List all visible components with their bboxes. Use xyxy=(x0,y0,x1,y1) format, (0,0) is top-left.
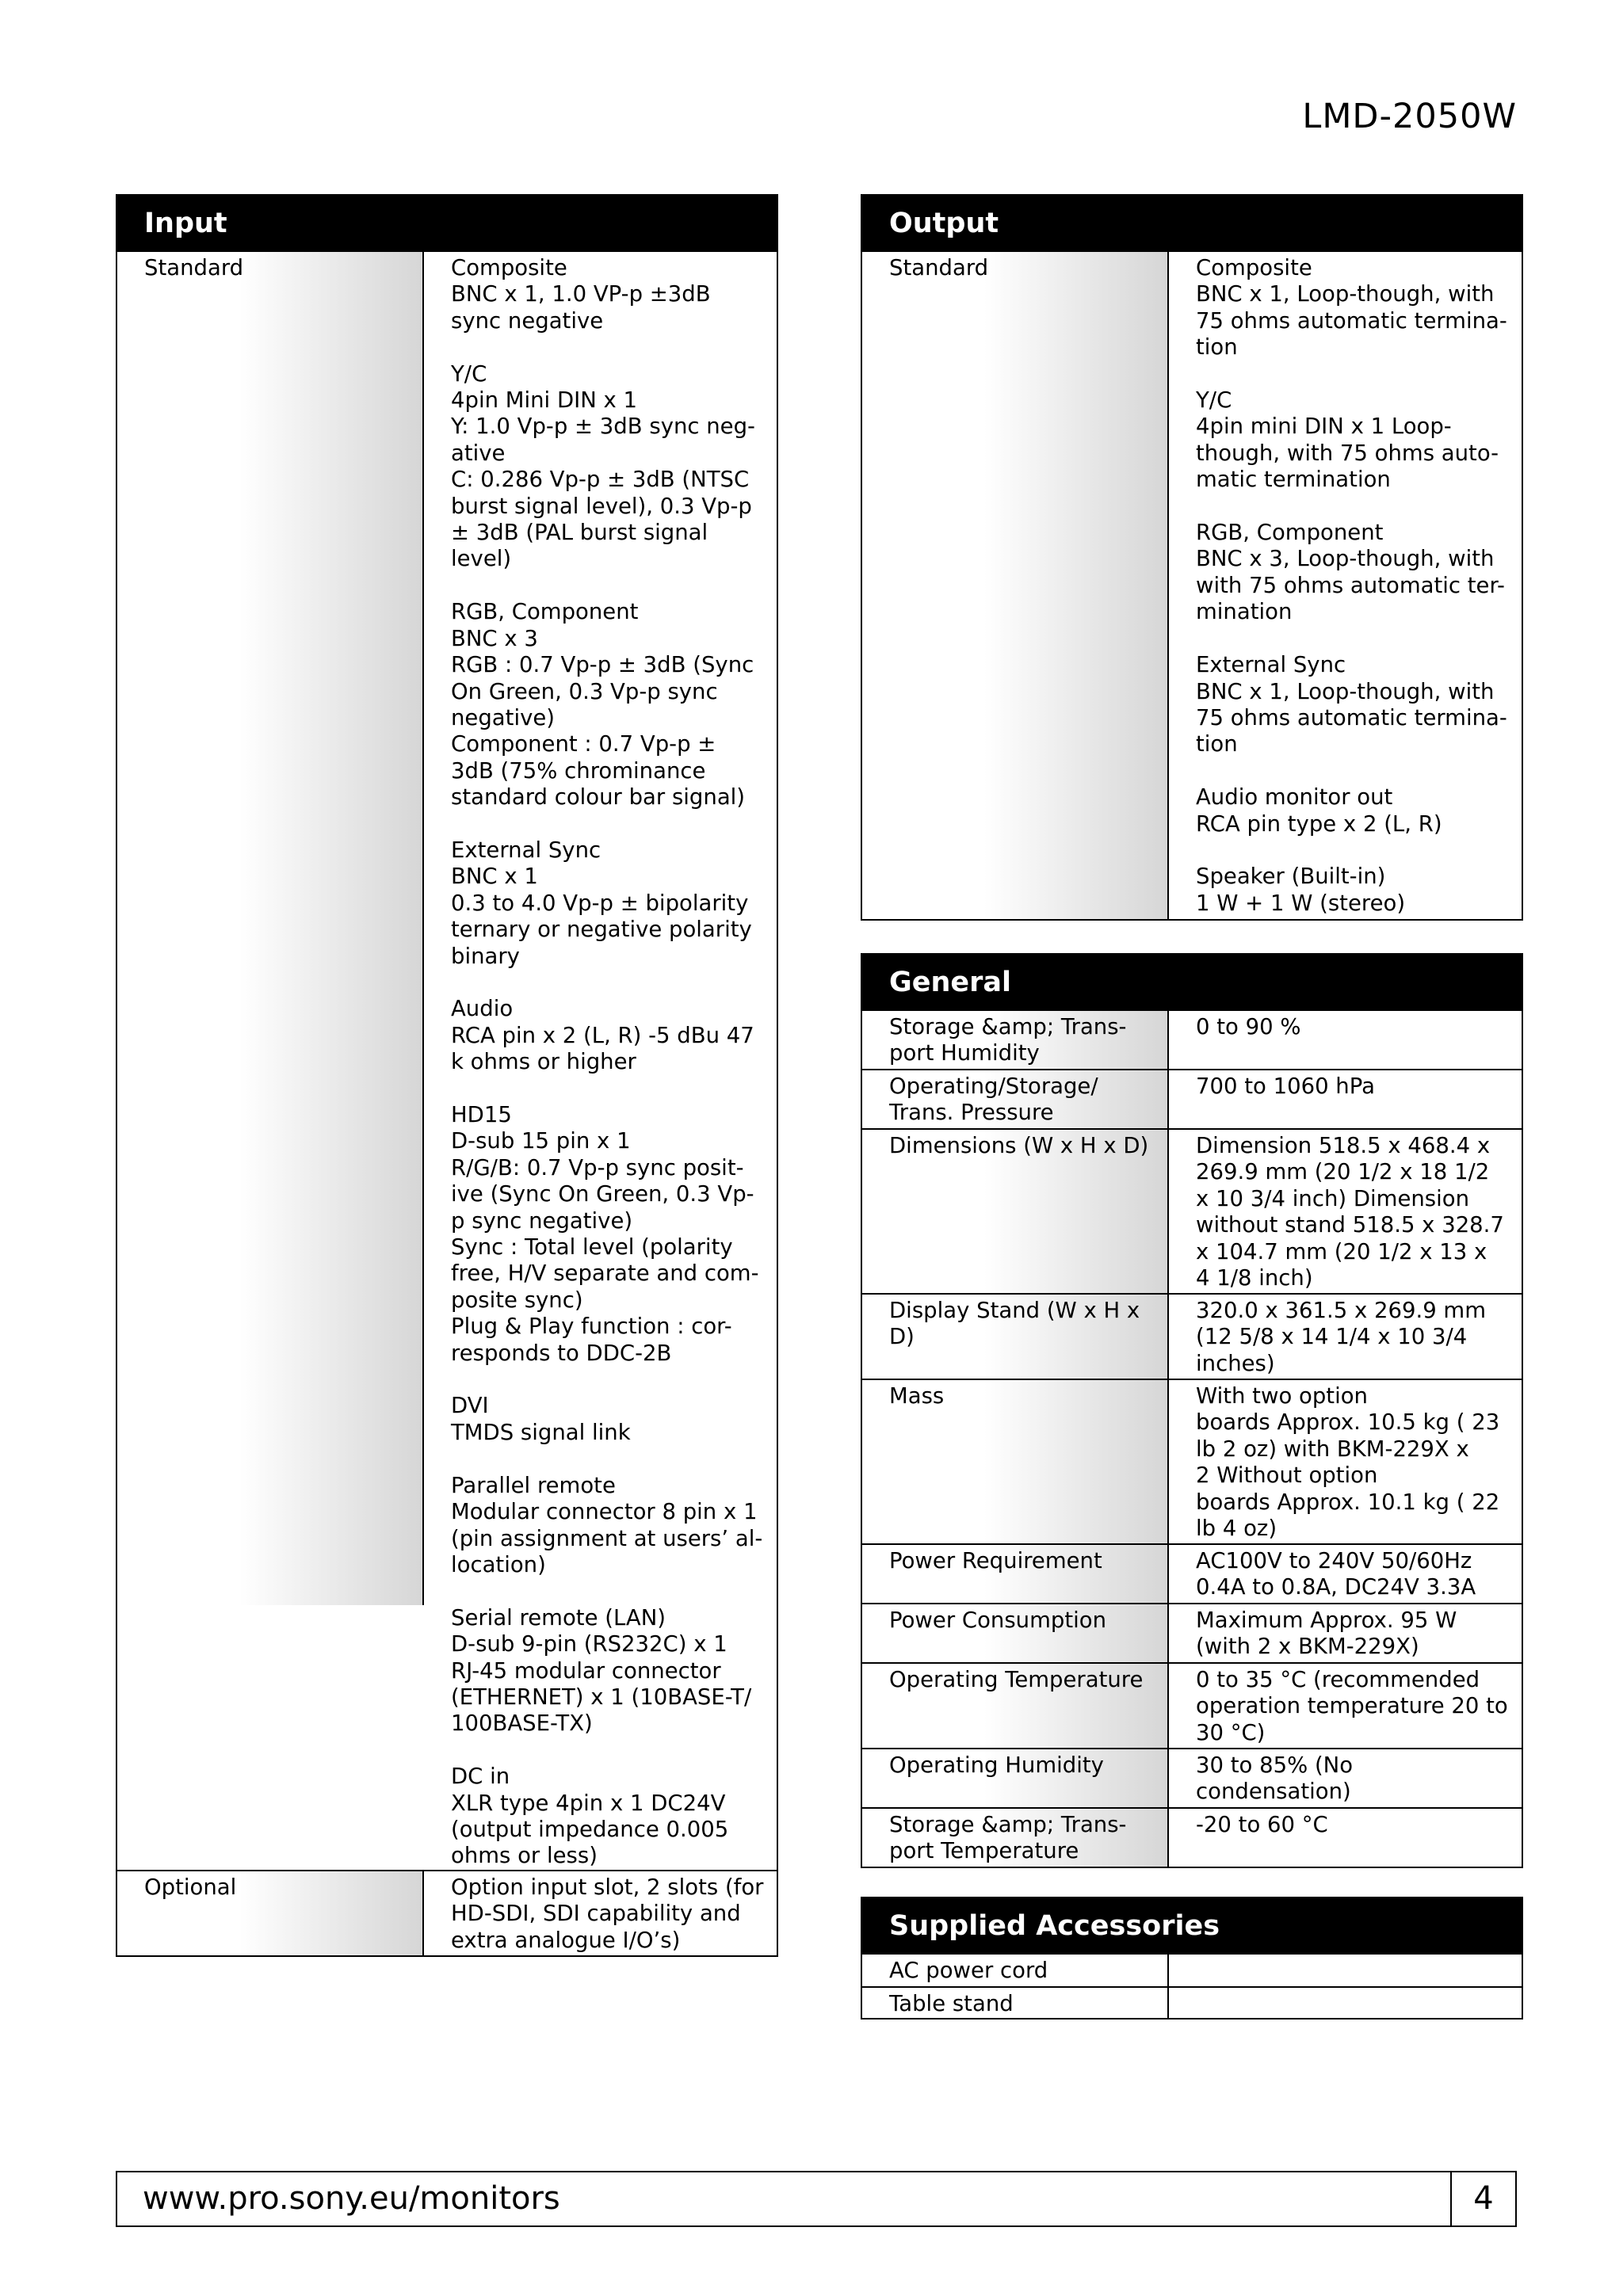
general-spec-table xyxy=(861,953,1523,1868)
table-row xyxy=(862,1807,1522,1867)
table-row xyxy=(862,1011,1522,1069)
input-spec-table xyxy=(116,194,778,1957)
row-label: Standard xyxy=(117,252,424,1605)
table-row xyxy=(862,252,1522,919)
row-label: Dimensions (W x H x D) xyxy=(862,1130,1169,1293)
row-value: Maximum Approx. 95 W (with 2 x BKM-229X) xyxy=(1196,1608,1457,1660)
row-value: 0 to 35 °C (recommended operation temperature 20 to 30 °C) xyxy=(1196,1667,1508,1745)
input-section-header: Input xyxy=(117,196,777,252)
row-label: Storage &amp; Trans- port Temperature xyxy=(862,1809,1169,1867)
row-value: Composite BNC x 1, Loop-though, with 75 ohms automatic termina- tion Y/C 4pin mini DIN x 1 Loop- though, with 75 ohms auto- matic termination RGB, Component BNC x 3, Loop-though, with with 75 ohms automatic ter- mination External Sync BNC x 1, Loop-though, with 75 ohms automatic termina- tion Audio monitor out RCA pin type x 2 (L, R) Speaker (Built-in) 1 W + 1 W (stereo) xyxy=(1196,255,1507,916)
page-footer xyxy=(116,2171,1517,2227)
table-row xyxy=(862,1748,1522,1807)
accessories-section-header: Supplied Accessories xyxy=(862,1898,1522,1955)
table-row xyxy=(862,1603,1522,1662)
row-label: Table stand xyxy=(862,1988,1169,2018)
row-value: -20 to 60 °C xyxy=(1196,1812,1328,1837)
row-label: Standard xyxy=(862,252,1169,919)
row-value xyxy=(1169,1955,1522,1986)
table-row xyxy=(862,1069,1522,1128)
row-label: Display Stand (W x H x D) xyxy=(862,1295,1169,1379)
row-value: 0 to 90 % xyxy=(1196,1014,1301,1039)
row-value: 700 to 1060 hPa xyxy=(1196,1074,1375,1099)
output-section-header: Output xyxy=(862,196,1522,252)
row-value: 320.0 x 361.5 x 269.9 mm (12 5/8 x 14 1/4 x 10 3/4 inches) xyxy=(1196,1298,1487,1376)
accessories-spec-table xyxy=(861,1897,1523,2019)
row-value: Composite BNC x 1, 1.0 VP-p ±3dB sync negative Y/C 4pin Mini DIN x 1 Y: 1.0 Vp-p ± 3dB sync neg- ative C: 0.286 Vp-p ± 3dB (NTSC burst signal level), 0.3 Vp-p ± 3dB (PAL burst signal level) RGB, Component BNC x 3 RGB : 0.7 Vp-p ± 3dB (Sync On Green, 0.3 Vp-p sync negative) Component : 0.7 Vp-p ± 3dB (75% chrominance standard colour bar signal) External Sync BNC x 1 0.3 to 4.0 Vp-p ± bipolarity ternary or negative polarity binary Audio RCA pin x 2 (L, R) -5 dBu 47 k ohms or higher HD15 D-sub 15 pin x 1 R/G/B: 0.7 Vp-p sync posit- ive (Sync On Green, 0.3 Vp- p sync negative) Sync : Total level (polarity free, H/V separate and com- posite sync) Plug & Play function : cor- responds to DDC-2B DVI TMDS signal link Parallel remote Modular connector 8 pin x 1 (pin assignment at users’ al- location) Serial remote (LAN) D-sub 9-pin (RS232C) x 1 RJ-45 modular connector (ETHERNET) x 1 (10BASE-T/ 100BASE-TX) DC in XLR type 4pin x 1 DC24V (output impedance 0.005 ohms or less) xyxy=(451,255,763,1869)
row-value: Dimension 518.5 x 468.4 x 269.9 mm (20 1/2 x 18 1/2 x 10 3/4 inch) Dimension without stand 518.5 x 328.7 x 104.7 mm (20 1/2 x 13 x 4 1/8 inch) xyxy=(1196,1133,1504,1291)
footer-url-link[interactable]: www.pro.sony.eu/monitors xyxy=(143,2180,560,2217)
general-section-header: General xyxy=(862,955,1522,1011)
row-value: Option input slot, 2 slots (for HD-SDI, SDI capability and extra analogue I/O’s) xyxy=(451,1874,764,1953)
row-label: Power Requirement xyxy=(862,1545,1169,1603)
table-row xyxy=(862,1293,1522,1379)
table-row xyxy=(862,1662,1522,1748)
row-value xyxy=(1169,1988,1522,2018)
row-label: Operating/Storage/ Trans. Pressure xyxy=(862,1070,1169,1128)
row-label: AC power cord xyxy=(862,1955,1169,1986)
row-label: Operating Humidity xyxy=(862,1749,1169,1807)
output-spec-table xyxy=(861,194,1523,921)
table-row xyxy=(862,1379,1522,1543)
table-row xyxy=(117,252,777,1870)
table-row xyxy=(117,1870,777,1955)
row-label: Operating Temperature xyxy=(862,1664,1169,1748)
row-value: 30 to 85% (No condensation) xyxy=(1196,1753,1354,1805)
model-title: LMD-2050W xyxy=(1302,97,1517,136)
table-row xyxy=(862,1955,1522,1986)
row-value: AC100V to 240V 50/60Hz 0.4A to 0.8A, DC24V 3.3A xyxy=(1196,1548,1476,1600)
table-row xyxy=(862,1543,1522,1603)
row-value: With two option boards Approx. 10.5 kg ( 23 lb 2 oz) with BKM-229X x 2 Without option boards Approx. 10.1 kg ( 22 lb 4 oz) xyxy=(1196,1383,1500,1542)
row-label: Mass xyxy=(862,1380,1169,1543)
row-label: Power Consumption xyxy=(862,1604,1169,1662)
row-label: Optional xyxy=(117,1871,424,1955)
table-row xyxy=(862,1986,1522,2018)
table-row xyxy=(862,1128,1522,1293)
row-label: Storage &amp; Trans- port Humidity xyxy=(862,1011,1169,1069)
page-number: 4 xyxy=(1450,2172,1515,2225)
